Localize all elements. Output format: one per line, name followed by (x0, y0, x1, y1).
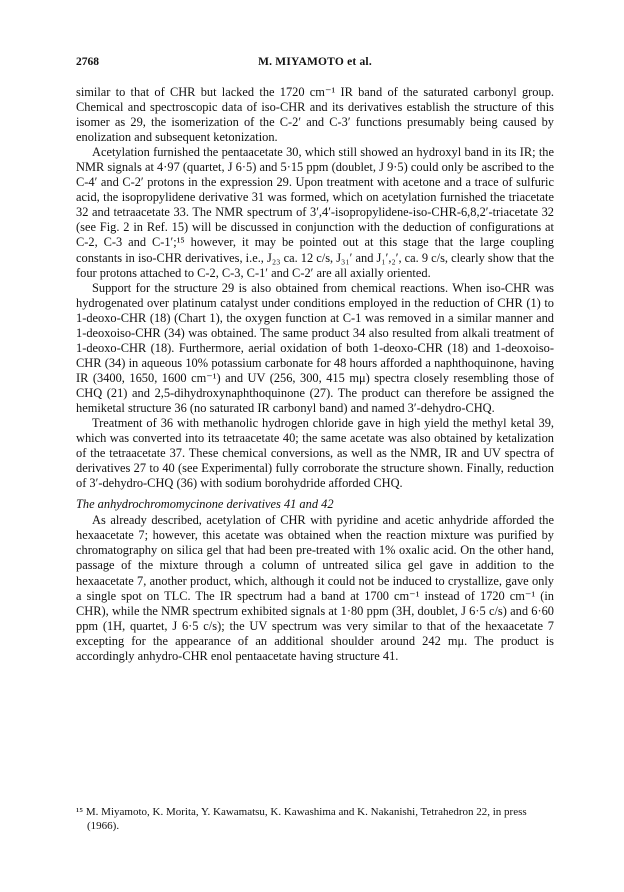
paragraph-acetylation: Acetylation furnished the pentaacetate 30, which still showed an hydroxyl band in its IR; the NMR signals at 4·97 (quartet, J 6·5) and 5·15 ppm (doublet, J 9·5) could only be ascribed to the C-4′ and C-2′ protons in the expression 29. Upon treatment with acetone and a trace of sulfuric acid, the isopropylidene derivative 31 was formed, which on acetylation furnished the triacetate 32 and tetraacetate 33. The NMR spectrum of 3′,4′-isopropylidene-iso-CHR-6,8,2′-triacetate 32 (see Fig. 2 in Ref. 15) will be discussed in conjunction with the deduction of configurations at C-2, C-3 and C-1′;¹⁵ however, it may be pointed out at this stage that the large coupling constants in iso-CHR derivatives, i.e., J₂₃ ca. 12 c/s, J₃₁′ and J₁′,₂′, ca. 9 c/s, clearly show that the four protons attached to C-2, C-3, C-1′ and C-2′ are all axially oriented. (76, 145, 554, 280)
page-header (76, 56, 554, 72)
footnote-reference-15: ¹⁵ M. Miyamoto, K. Morita, Y. Kawamatsu, K. Kawashima and K. Nakanishi, Tetrahedron 22, in press (1966). (76, 806, 527, 832)
section-heading: The anhydrochromomycinone derivatives 41 and 42 (76, 497, 334, 512)
footnote (76, 806, 554, 833)
paragraph-chemical-reactions: Support for the structure 29 is also obtained from chemical reactions. When iso-CHR was hydrogenated over platinum catalyst under conditions employed in the reduction of CHR (1) to 1-deoxo-CHR (18) (Chart 1), the oxygen function at C-1 was removed in a similar manner and 1-deoxoiso-CHR (34) was obtained. The same product 34 also resulted from alkali treatment of 1-deoxo-CHR (18). Furthermore, aerial oxidation of both 1-deoxo-CHR (18) and 1-deoxoiso-CHR (34) in aqueous 10% potassium carbonate for 48 hours afforded a naphthoquinone, having IR (3400, 1650, 1600 cm⁻¹) and UV (256, 300, 415 mμ) spectra closely resembling those of CHQ (21) and 2,5-dihydroxynaphthoquinone (27). The product can therefore be assigned the hemiketal structure 36 (no saturated IR carbonyl band) and named 3′-dehydro-CHQ. (76, 280, 554, 415)
running-head: M. MIYAMOTO et al. (258, 56, 372, 68)
page-number: 2768 (76, 56, 99, 68)
paragraph-ketalization: Treatment of 36 with methanolic hydrogen chloride gave in high yield the methyl ketal 39, which was converted into its tetraacetate 40; the same acetate was also obtained by ketalization of the tetraacetate 37. These chemical conversions, as well as the NMR, IR and UV spectra of derivatives 27 to 40 (see Experimental) fully corroborate the structure shown. Finally, reduction of 3′-dehydro-CHQ (36) with sodium borohydride afforded CHQ. (76, 416, 554, 491)
article-body (76, 85, 554, 664)
paragraph-anhydro-derivatives: As already described, acetylation of CHR with pyridine and acetic anhydride afforded the hexaacetate 7; however, this acetate was obtained when the reaction mixture was purified by chromatography on silica gel that had been pre-treated with 1% oxalic acid. On the other hand, passage of the mixture through a column of untreated silica gel gave in addition to the hexaacetate 7, another product, which, although it could not be induced to crystallize, gave only a single spot on TLC. The IR spectrum had a band at 1700 cm⁻¹ instead of 1720 cm⁻¹ (in CHR), while the NMR spectrum exhibited signals at 1·80 ppm (3H, doublet, J 6·5 c/s) and 6·60 ppm (1H, quartet, J 6·5 c/s); the UV spectrum was very similar to that of the hexaacetate 7 excepting for the appearance of an additional shoulder around 242 mμ. The product is accordingly anhydro-CHR enol pentaacetate having structure 41. (76, 513, 554, 663)
paragraph-continuation: similar to that of CHR but lacked the 1720 cm⁻¹ IR band of the saturated carbonyl group. Chemical and spectroscopic data of iso-CHR and its derivatives establish the structure of this isomer as 29, the isomerization of the C-2′ and C-3′ functions presumably being caused by enolization and subsequent ketonization. (76, 85, 554, 145)
